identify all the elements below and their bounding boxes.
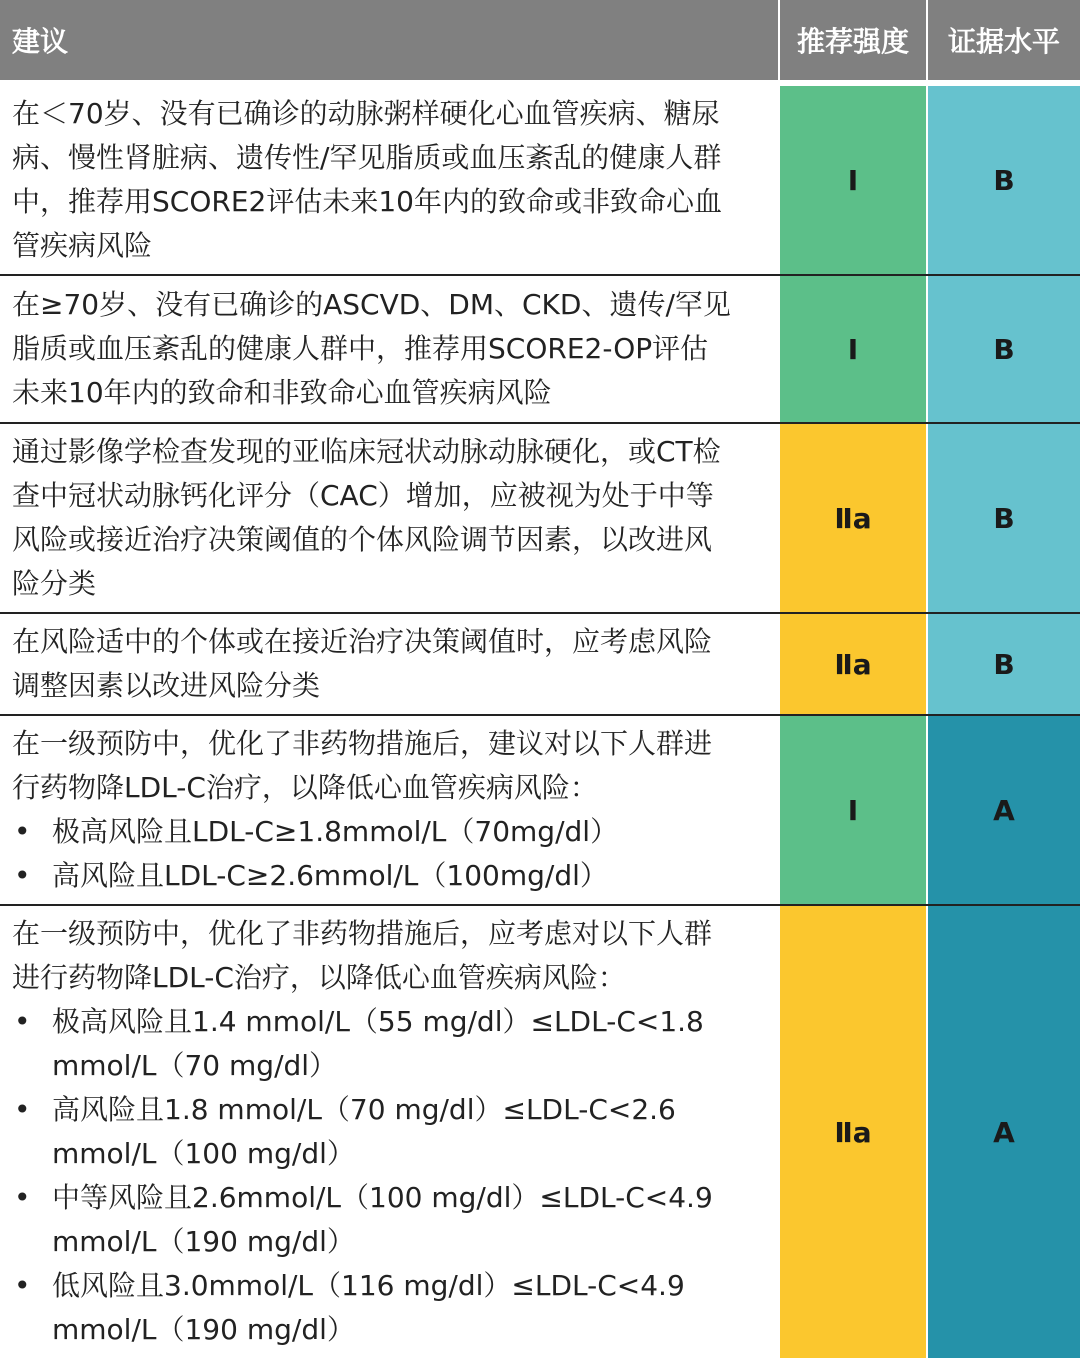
recommendation-grade: Ⅱa (778, 424, 928, 612)
bullet-text (52, 1264, 766, 1352)
header-strength: 推荐强度 (778, 0, 928, 80)
evidence-level: A (928, 716, 1080, 904)
bullet-dot: • (14, 1181, 31, 1214)
table-row (0, 614, 1080, 716)
bullet-text (52, 1176, 766, 1264)
recommendation-line: 行药物降LDL-C治疗，以降低心血管疾病风险： (12, 771, 598, 804)
recommendation-text (0, 716, 778, 904)
bullet-line: 高风险且LDL-C≥2.6mmol/L（100mg/dl） (52, 859, 608, 892)
recommendation-grade: Ⅱa (778, 614, 928, 714)
evidence-level: B (928, 276, 1080, 422)
bullet-line: mmol/L（190 mg/dl） (52, 1313, 355, 1346)
bullet-item (12, 854, 766, 898)
recommendation-grade: I (778, 86, 928, 274)
table-row (0, 86, 1080, 276)
bullet-text (52, 1088, 766, 1176)
header-recommendation: 建议 (12, 25, 69, 58)
recommendation-text (0, 614, 778, 714)
table-row (0, 716, 1080, 906)
bullet-line: 极高风险且LDL-C≥1.8mmol/L（70mg/dl） (52, 815, 619, 848)
table-body (0, 86, 1080, 1358)
bullet-item (12, 1000, 766, 1088)
recommendation-line: 查中冠状动脉钙化评分（CAC）增加，应被视为处于中等 (12, 479, 714, 512)
recommendation-line: 在＜70岁、没有已确诊的动脉粥样硬化心血管疾病、糖尿 (12, 97, 720, 130)
bullet-line: mmol/L（70 mg/dl） (52, 1049, 338, 1082)
recommendation-line: 病、慢性肾脏病、遗传性/罕见脂质或血压紊乱的健康人群 (12, 141, 722, 174)
recommendation-grade: Ⅱa (778, 906, 928, 1358)
recommendation-line: 在一级预防中，优化了非药物措施后，建议对以下人群进 (12, 727, 713, 760)
recommendation-text (0, 276, 778, 422)
recommendation-line: 管疾病风险 (12, 229, 153, 262)
bullet-dot: • (14, 859, 31, 892)
bullet-item (12, 1176, 766, 1264)
recommendation-line: 未来10年内的致命和非致命心血管疾病风险 (12, 376, 552, 409)
bullet-line: 中等风险且2.6mmol/L（100 mg/dl）≤LDL-C<4.9 (52, 1181, 713, 1214)
bullet-line: 高风险且1.8 mmol/L（70 mg/dl）≤LDL-C<2.6 (52, 1093, 676, 1126)
recommendation-line: 在风险适中的个体或在接近治疗决策阈值时，应考虑风险 (12, 625, 713, 658)
recommendation-text (0, 86, 778, 274)
table-row (0, 906, 1080, 1358)
bullet-line: 低风险且3.0mmol/L（116 mg/dl）≤LDL-C<4.9 (52, 1269, 685, 1302)
recommendation-line: 中，推荐用SCORE2评估未来10年内的致命或非致命心血 (12, 185, 722, 218)
recommendation-line: 通过影像学检查发现的亚临床冠状动脉动脉硬化，或CT检 (12, 435, 721, 468)
recommendation-text (0, 906, 778, 1358)
recommendation-line: 风险或接近治疗决策阈值的个体风险调节因素，以改进风 (12, 523, 713, 556)
evidence-level: A (928, 906, 1080, 1358)
recommendation-line: 险分类 (12, 567, 97, 600)
header-evidence: 证据水平 (947, 25, 1060, 58)
bullet-dot: • (14, 1093, 31, 1126)
table-row (0, 276, 1080, 424)
bullet-line: mmol/L（100 mg/dl） (52, 1137, 355, 1170)
table-row (0, 424, 1080, 614)
recommendation-grade: I (778, 276, 928, 422)
bullet-text (52, 810, 766, 854)
bullet-item (12, 1264, 766, 1352)
evidence-level: B (928, 86, 1080, 274)
recommendation-text (0, 424, 778, 612)
table-header (0, 0, 1080, 80)
bullet-text (52, 854, 766, 898)
bullet-item (12, 810, 766, 854)
bullet-line: mmol/L（190 mg/dl） (52, 1225, 355, 1258)
recommendation-line: 在一级预防中，优化了非药物措施后，应考虑对以下人群 (12, 917, 713, 950)
recommendation-line: 进行药物降LDL-C治疗，以降低心血管疾病风险： (12, 961, 626, 994)
bullet-line: 极高风险且1.4 mmol/L（55 mg/dl）≤LDL-C<1.8 (52, 1005, 704, 1038)
evidence-level: B (928, 424, 1080, 612)
bullet-dot: • (14, 1269, 31, 1302)
recommendation-grade: I (778, 716, 928, 904)
bullet-item (12, 1088, 766, 1176)
recommendation-line: 调整因素以改进风险分类 (12, 669, 321, 702)
bullet-dot: • (14, 1005, 31, 1038)
recommendation-line: 脂质或血压紊乱的健康人群中，推荐用SCORE2-OP评估 (12, 332, 709, 365)
recommendation-line: 在≥70岁、没有已确诊的ASCVD、DM、CKD、遗传/罕见 (12, 288, 731, 321)
bullet-text (52, 1000, 766, 1088)
evidence-level: B (928, 614, 1080, 714)
bullet-dot: • (14, 815, 31, 848)
